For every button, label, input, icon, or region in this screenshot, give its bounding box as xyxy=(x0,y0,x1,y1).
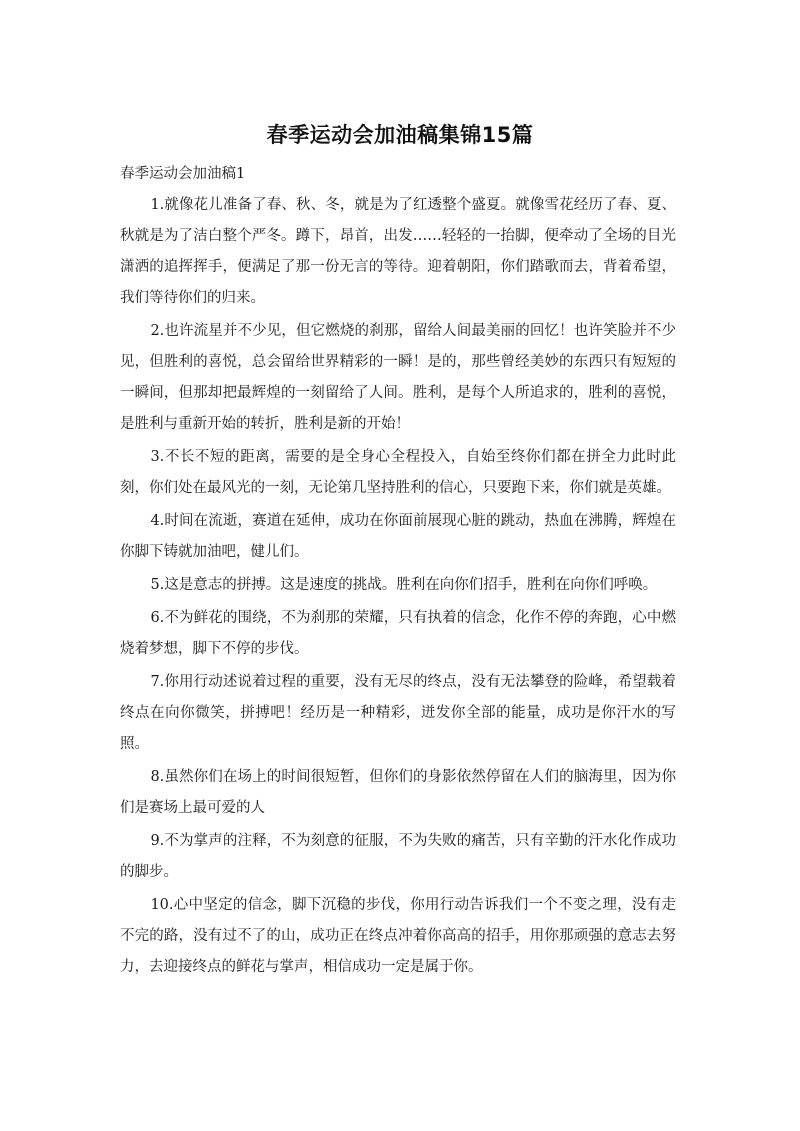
document-title: 春季运动会加油稿集锦15篇 xyxy=(266,123,534,147)
document-body xyxy=(120,160,676,985)
paragraph-8: 8.虽然你们在场上的时间很短暂，但你们的身影依然停留在人们的脑海里，因为你们是赛场上最可爱的人 xyxy=(120,769,676,816)
paragraph-6: 6.不为鲜花的围绕，不为刹那的荣耀，只有执着的信念，化作不停的奔跑，心中燃烧着梦想，脚下不停的步伐。 xyxy=(120,610,676,657)
paragraph-7: 7.你用行动述说着过程的重要，没有无尽的终点，没有无法攀登的险峰，希望载着终点在向你微笑，拼搏吧！经历是一种精彩，迸发你全部的能量，成功是你汗水的写照。 xyxy=(120,674,676,752)
paragraph-5: 5.这是意志的拼搏。这是速度的挑战。胜利在向你们招手，胜利在向你们呼唤。 xyxy=(150,577,658,593)
paragraph-3: 3.不长不短的距离，需要的是全身心全程投入，自始至终你们都在拼全力此时此刻，你们处在最风光的一刻，无论第几坚持胜利的信心，只要跑下来，你们就是英雄。 xyxy=(120,449,676,496)
paragraph-9: 9.不为掌声的注释，不为刻意的征服，不为失败的痛苦，只有辛勤的汗水化作成功的脚步。 xyxy=(120,833,676,880)
paragraph-4: 4.时间在流逝，赛道在延伸，成功在你面前展现心脏的跳动，热血在沸腾，辉煌在你脚下铸就加油吧，健儿们。 xyxy=(120,513,676,560)
paragraph-10: 10.心中坚定的信念，脚下沉稳的步伐，你用行动告诉我们一个不变之理，没有走不完的路，没有过不了的山，成功正在终点冲着你高高的招手，用你那顽强的意志去努力，去迎接终点的鲜花与掌声，相信成功一定是属于你。 xyxy=(120,897,676,975)
paragraph-2: 2.也许流星并不少见，但它燃烧的刹那，留给人间最美丽的回忆！也许笑脸并不少见，但胜利的喜悦，总会留给世界精彩的一瞬！是的，那些曾经美妙的东西只有短短的一瞬间，但那却把最辉煌的一刻留给了人间。胜利，是每个人所追求的，胜利的喜悦，是胜利与重新开始的转折，胜利是新的开始！ xyxy=(120,323,676,432)
section-heading: 春季运动会加油稿1 xyxy=(120,166,246,182)
paragraph-1: 1.就像花儿准备了春、秋、冬，就是为了红透整个盛夏。就像雪花经历了春、夏、秋就是为了洁白整个严冬。蹲下，昂首，出发……轻轻的一抬脚，便牵动了全场的目光潇洒的追挥挥手，便满足了那一份无言的等待。迎着朝阳，你们踏歌而去，背着希望，我们等待你们的归来。 xyxy=(120,197,676,306)
